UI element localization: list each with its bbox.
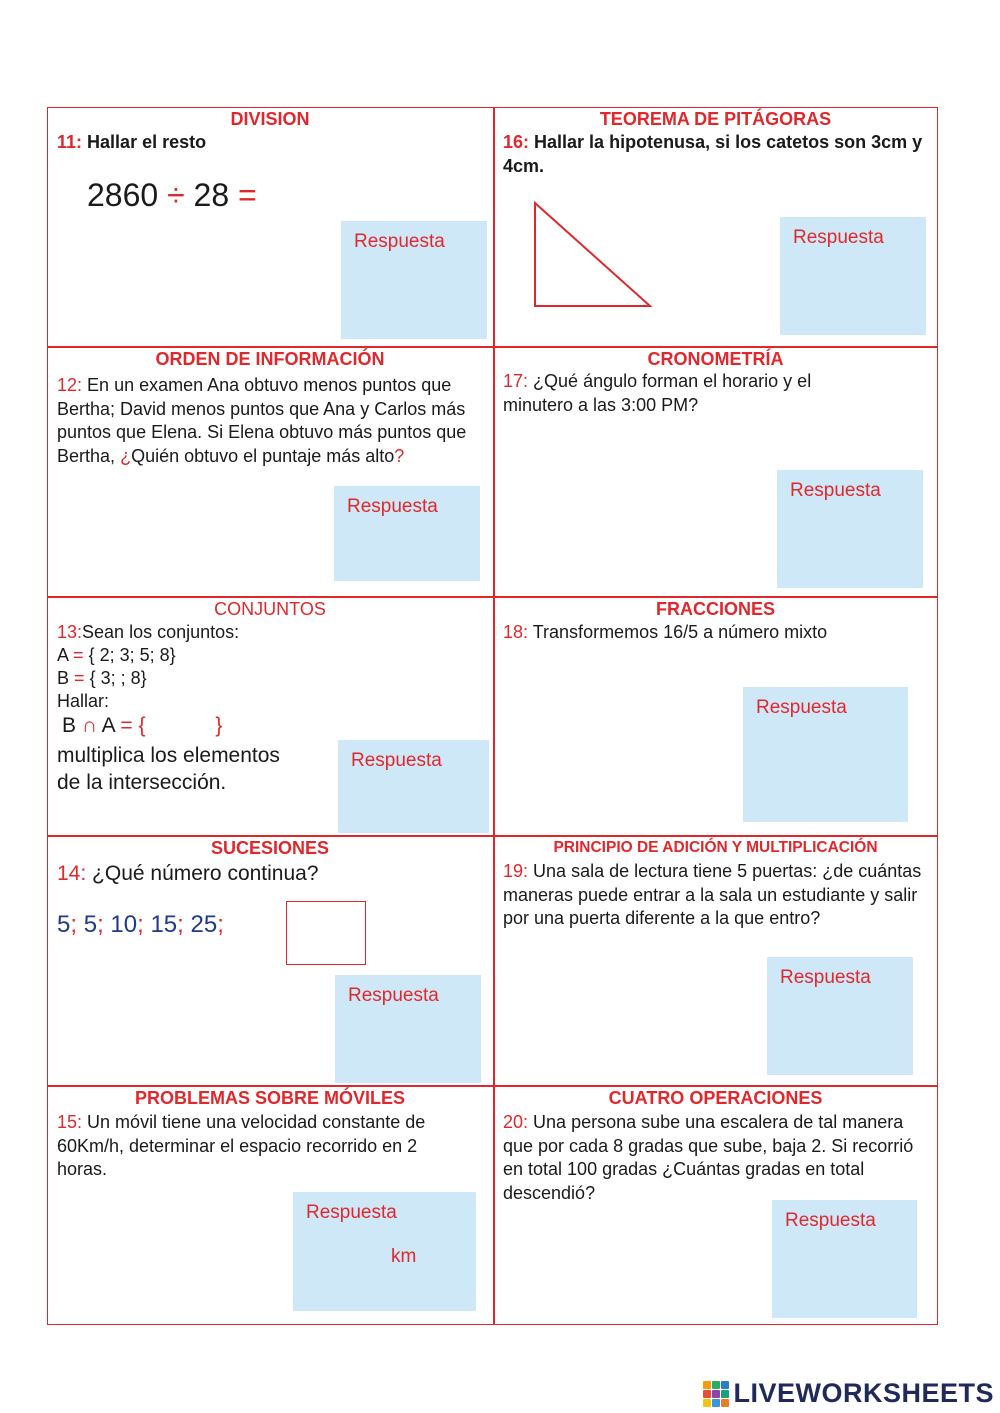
cell-18-question xyxy=(503,621,827,645)
answer-box-12[interactable] xyxy=(334,486,480,581)
cell-19-text: Una sala de lectura tiene 5 puertas: ¿de cuántas maneras puede entrar a la sala un estudiante y salir por una puerta diferente a la que entro? xyxy=(503,861,922,928)
cell-14-number: 14: xyxy=(57,862,87,885)
logo-square xyxy=(712,1390,720,1398)
sequence-term: 15 xyxy=(150,911,178,938)
answer-box-19[interactable] xyxy=(767,957,913,1075)
sequence-separator: ; xyxy=(177,911,184,938)
logo-square xyxy=(721,1381,729,1389)
answer-placeholder: Respuesta xyxy=(780,967,871,988)
answer-unit: km xyxy=(391,1246,417,1267)
sequence-term: 5 xyxy=(57,911,71,938)
logo-square xyxy=(703,1399,711,1407)
sequence-separator: ; xyxy=(217,911,224,938)
set-b xyxy=(57,667,147,691)
cell-20-title: CUATRO OPERACIONES xyxy=(608,1088,823,1108)
answer-box-15[interactable] xyxy=(293,1192,476,1311)
answer-placeholder: Respuesta xyxy=(306,1202,397,1223)
logo-text: LIVEWORKSHEETS xyxy=(733,1378,994,1408)
question-open-mark: ¿ xyxy=(120,445,132,466)
answer-placeholder: Respuesta xyxy=(790,480,881,501)
grid-divider-row-3 xyxy=(47,835,938,837)
cell-12-question xyxy=(57,374,483,468)
right-triangle-figure xyxy=(528,198,656,311)
cell-14-text: ¿Qué número continua? xyxy=(92,862,319,885)
grid-divider-vertical xyxy=(493,107,495,1325)
cell-18-text: Transformemos 16/5 a número mixto xyxy=(532,622,828,642)
cell-12-text: En un examen Ana obtuvo menos puntos que Bertha; David menos puntos que Ana y Carlos más puntos que Elena. Si Elena obtuvo más puntos que Bertha, xyxy=(57,375,467,466)
sequence-separator: ; xyxy=(97,911,104,938)
division-expression xyxy=(87,177,257,214)
answer-placeholder: Respuesta xyxy=(756,697,847,718)
cell-18-title: FRACCIONES xyxy=(655,599,775,619)
set-a-equals: = xyxy=(73,645,84,665)
cell-19-number: 19: xyxy=(503,861,529,881)
cell-12-number: 12: xyxy=(57,375,83,395)
set-a-name: A xyxy=(57,645,69,665)
sequence-separator: ; xyxy=(70,911,78,938)
cell-20-text: Una persona sube una escalera de tal manera que por cada 8 gradas que sube, baja 2. Si recorrió en total 100 gradas ¿Cuántas gradas en total descendió? xyxy=(503,1112,914,1203)
answer-box-17[interactable] xyxy=(777,470,923,588)
cell-17-title: CRONOMETRÍA xyxy=(647,349,784,369)
sequence-term: 25 xyxy=(190,911,218,938)
logo-square xyxy=(721,1390,729,1398)
cell-15-title: PROBLEMAS SOBRE MÓVILES xyxy=(134,1088,406,1108)
cell-17-text: ¿Qué ángulo forman el horario y el minutero a las 3:00 PM? xyxy=(503,371,812,415)
logo-square xyxy=(712,1381,720,1389)
cell-15-question xyxy=(57,1111,472,1182)
answer-box-13[interactable] xyxy=(338,740,489,833)
cell-12-question-main: Quién obtuvo el puntaje más alto xyxy=(131,445,395,466)
cell-16-text: Hallar la hipotenusa, si los catetos son 3cm y 4cm. xyxy=(503,132,923,176)
logo-square xyxy=(703,1390,711,1398)
grid-divider-row-1 xyxy=(47,346,938,348)
cell-11-number: 11: xyxy=(57,132,83,152)
cell-12-title: ORDEN DE INFORMACIÓN xyxy=(155,349,385,369)
set-b-name: B xyxy=(57,668,70,688)
sequence-blank-box xyxy=(286,901,366,965)
cell-18-number: 18: xyxy=(503,622,529,642)
cell-16-title: TEOREMA DE PITÁGORAS xyxy=(599,109,832,129)
answer-box-16[interactable] xyxy=(780,217,926,335)
cell-14-question xyxy=(57,862,319,886)
answer-box-18[interactable] xyxy=(743,687,908,822)
cell-19-title: PRINCIPIO DE ADICIÓN Y MULTIPLICACIÓN xyxy=(553,839,878,856)
cell-13-intro xyxy=(57,621,239,645)
logo-mark-icon xyxy=(703,1381,729,1407)
cell-13-hallar: Hallar: xyxy=(57,691,110,711)
answer-placeholder: Respuesta xyxy=(785,1210,876,1231)
cell-13-number: 13: xyxy=(57,622,83,642)
intersection-expression xyxy=(62,714,222,738)
intersection-close-brace: } xyxy=(215,714,223,737)
set-a-values: { 2; 3; 5; 8} xyxy=(88,645,176,665)
set-b-ref: B xyxy=(62,714,77,737)
answer-box-14[interactable] xyxy=(335,975,481,1083)
divisor: 28 xyxy=(193,177,230,213)
cell-13-title: CONJUNTOS xyxy=(214,599,326,619)
cell-14-title: SUCESIONES xyxy=(210,838,330,858)
division-sign: ÷ xyxy=(167,177,185,213)
logo-square xyxy=(721,1399,729,1407)
cell-11-question xyxy=(57,131,206,155)
question-close-mark: ? xyxy=(394,445,405,466)
answer-placeholder: Respuesta xyxy=(348,985,439,1006)
answer-placeholder: Respuesta xyxy=(354,231,445,252)
cell-15-text: Un móvil tiene una velocidad constante de 60Km/h, determinar el espacio recorrido en 2 horas. xyxy=(57,1112,426,1179)
instruction-line-1: multiplica los elementos xyxy=(57,744,280,767)
sequence xyxy=(57,911,224,939)
answer-box-11[interactable] xyxy=(341,221,487,339)
answer-placeholder: Respuesta xyxy=(347,496,438,517)
cell-20-question xyxy=(503,1111,928,1205)
liveworksheets-logo[interactable] xyxy=(703,1378,994,1409)
cell-19-question xyxy=(503,860,928,931)
answer-box-20[interactable] xyxy=(772,1200,917,1318)
intersection-open-brace: = { xyxy=(120,714,146,737)
logo-square xyxy=(703,1381,711,1389)
set-a xyxy=(57,644,176,668)
dividend: 2860 xyxy=(87,177,159,213)
answer-placeholder: Respuesta xyxy=(793,227,884,248)
equals-sign: = xyxy=(238,177,257,213)
cell-17-number: 17: xyxy=(503,371,529,391)
cell-13-text: Sean los conjuntos: xyxy=(82,622,240,642)
cell-13-instruction xyxy=(57,742,280,796)
answer-placeholder: Respuesta xyxy=(351,750,442,771)
sequence-separator: ; xyxy=(137,911,144,938)
cell-17-question xyxy=(503,370,863,417)
cell-15-number: 15: xyxy=(57,1112,83,1132)
sequence-term: 10 xyxy=(110,911,138,938)
cell-11-title: DIVISION xyxy=(230,109,310,129)
set-a-ref: A xyxy=(101,714,115,737)
sequence-term: 5 xyxy=(83,911,98,938)
intersection-symbol: ∩ xyxy=(81,714,97,737)
set-b-equals: = xyxy=(74,668,85,688)
cell-20-number: 20: xyxy=(503,1112,529,1132)
grid-divider-row-2 xyxy=(47,596,938,598)
cell-16-number: 16: xyxy=(503,132,530,152)
cell-11-text: Hallar el resto xyxy=(87,132,207,152)
grid-divider-row-4 xyxy=(47,1085,938,1087)
logo-square xyxy=(712,1399,720,1407)
set-b-values: { 3; ; 8} xyxy=(89,668,147,688)
cell-16-question xyxy=(503,131,928,178)
instruction-line-2: de la intersección. xyxy=(57,771,227,794)
